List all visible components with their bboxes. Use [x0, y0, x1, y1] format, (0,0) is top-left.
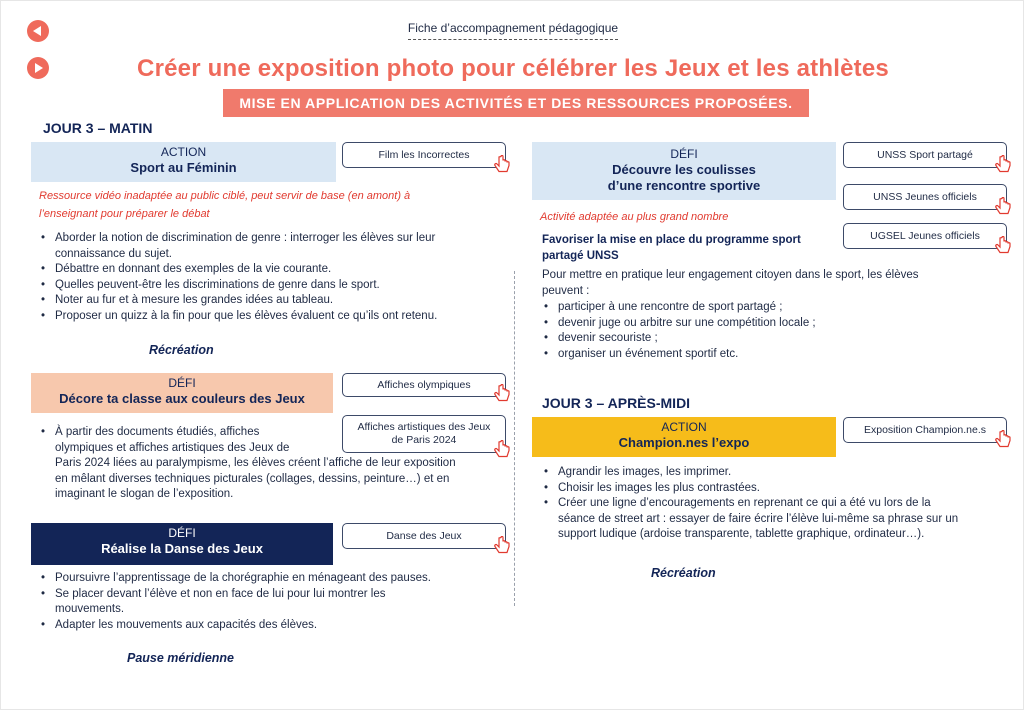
action-sport-feminin-header: ACTION Sport au Féminin	[31, 142, 336, 182]
list-item: • Choisir les images les plus contrastées.	[542, 481, 1012, 497]
column-divider	[514, 271, 515, 606]
defi-decore-classe-list	[39, 425, 339, 456]
action-champion-expo-list	[542, 465, 1012, 543]
list-item: • Poursuivre l’apprentissage de la chorégraphie en ménageant des pauses.	[39, 571, 509, 587]
list-item: • Aborder la notion de discrimination de genre : interroger les élèves sur leur	[39, 231, 509, 247]
section-banner: MISE EN APPLICATION DES ACTIVITÉS ET DES RESSOURCES PROPOSÉES.	[223, 89, 809, 117]
list-item: • Quelles peuvent-être les discriminations de genre dans le sport.	[39, 278, 509, 294]
break-pause-meridienne: Pause méridienne	[127, 651, 234, 665]
list-item: connaissance du sujet.	[55, 247, 172, 260]
pointer-hand-icon	[493, 536, 511, 556]
document-label: Fiche d’accompagnement pédagogique	[1, 21, 1024, 35]
section-heading-morning: JOUR 3 – MATIN	[43, 120, 153, 136]
resource-film-incorrectes-button[interactable]: Film les Incorrectes	[342, 142, 506, 168]
resource-ugsel-jeunes-officiels-button[interactable]: UGSEL Jeunes officiels	[843, 223, 1007, 249]
pointer-hand-icon	[994, 197, 1012, 217]
unss-program-intro: Pour mettre en pratique leur engagement citoyen dans le sport, les élèves peuvent :	[542, 269, 919, 297]
pointer-hand-icon	[493, 155, 511, 175]
list-item: • Se placer devant l’élève et non en face de lui pour lui montrer les	[39, 587, 509, 603]
list-item: • devenir secouriste ;	[542, 331, 1002, 347]
break-recreation-afternoon: Récréation	[651, 566, 716, 580]
resource-warning-note: Ressource vidéo inadaptée au public ciblé, peut servir de base (en amont) à l’enseignant pour préparer le débat	[39, 190, 411, 220]
list-item: • Noter au fur et à mesure les grandes idées au tableau.	[39, 293, 509, 309]
resource-exposition-champion-button[interactable]: Exposition Champion.ne.s	[843, 417, 1007, 443]
pointer-hand-icon	[493, 384, 511, 404]
list-item: support ludique (ardoise transparente, tablette graphique, ordinateur…).	[558, 528, 925, 540]
page-title: Créer une exposition photo pour célébrer les Jeux et les athlètes	[137, 55, 889, 82]
defi-danse-jeux-header: DÉFI Réalise la Danse des Jeux	[31, 523, 333, 565]
defi-danse-jeux-list	[39, 571, 509, 633]
list-item: • Adapter les mouvements aux capacités des élèves.	[39, 618, 509, 634]
list-item: • devenir juge ou arbitre sur une compétition locale ;	[542, 316, 1002, 332]
defi-coulisses-header: DÉFI Découvre les coulisses d’une rencontre sportive	[532, 142, 836, 200]
pointer-hand-icon	[994, 430, 1012, 450]
list-item: olympiques et affiches artistiques des Jeux de	[55, 441, 290, 454]
list-item: séance de street art : essayer de faire écrire l’élève lui-même sa phrase sur un	[558, 512, 959, 525]
resource-affiches-olympiques-button[interactable]: Affiches olympiques	[342, 373, 506, 397]
list-item: • À partir des documents étudiés, affiches	[39, 425, 339, 441]
resource-affiches-artistiques-button[interactable]: Affiches artistiques des Jeux de Paris 2024	[342, 415, 506, 453]
action-sport-feminin-list	[39, 231, 509, 324]
section-heading-afternoon: JOUR 3 – APRÈS-MIDI	[542, 395, 691, 411]
pointer-hand-icon	[994, 155, 1012, 175]
list-item: • Créer une ligne d’encouragements en reprenant ce qui a été vu lors de la	[542, 496, 1012, 512]
list-item: • Débattre en donnant des exemples de la vie courante.	[39, 262, 509, 278]
activity-adapted-note: Activité adaptée au plus grand nombre	[540, 211, 729, 223]
unss-program-list	[542, 300, 1002, 362]
resource-danse-jeux-button[interactable]: Danse des Jeux	[342, 523, 506, 549]
defi-decore-classe-text: Paris 2024 liées au paralympisme, les élèves créent l’affiche de leur exposition en mêlant diverses techniques picturales (collages, dessins, peinture…) et en imaginant le slogan de l’exposition.	[55, 457, 456, 500]
list-item: • Agrandir les images, les imprimer.	[542, 465, 1012, 481]
defi-decore-classe-header: DÉFI Décore ta classe aux couleurs des Jeux	[31, 373, 333, 413]
list-item: • participer à une rencontre de sport partagé ;	[542, 300, 1002, 316]
list-item: mouvements.	[55, 603, 125, 615]
resource-unss-jeunes-officiels-button[interactable]: UNSS Jeunes officiels	[843, 184, 1007, 210]
pointer-hand-icon	[994, 236, 1012, 256]
resource-unss-sport-partage-button[interactable]: UNSS Sport partagé	[843, 142, 1007, 168]
break-recreation-morning: Récréation	[149, 343, 214, 357]
list-item: • Proposer un quizz à la fin pour que les élèves évaluent ce qu’ils ont retenu.	[39, 309, 509, 325]
action-champion-expo-header: ACTION Champion.nes l’expo	[532, 417, 836, 457]
unss-program-heading: Favoriser la mise en place du programme sport partagé UNSS	[542, 234, 801, 262]
list-item: • organiser un événement sportif etc.	[542, 347, 1002, 363]
